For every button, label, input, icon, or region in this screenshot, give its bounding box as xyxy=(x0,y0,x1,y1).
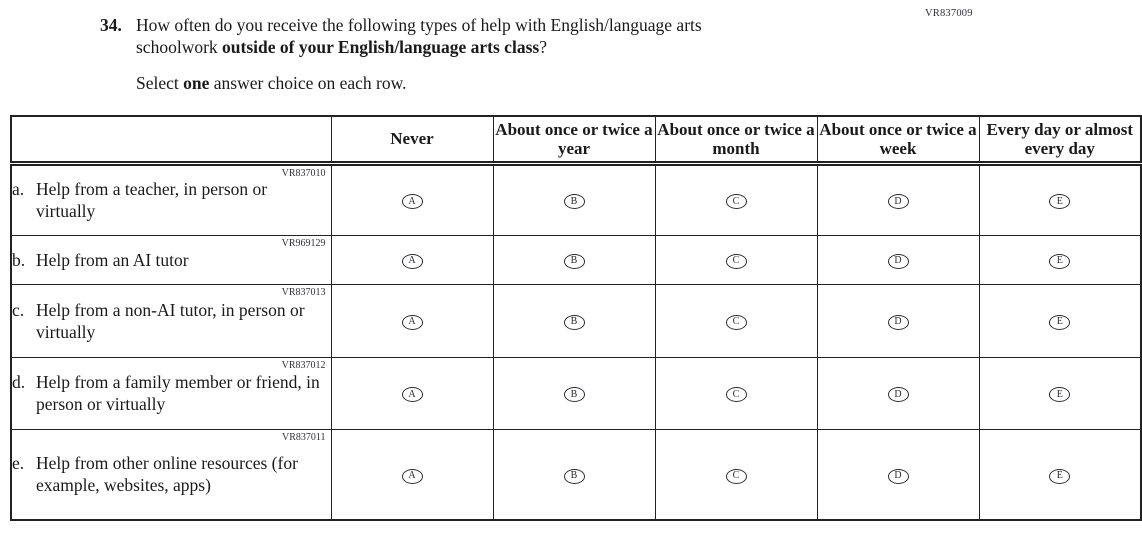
row-a-code: VR837010 xyxy=(281,167,326,179)
row-a-never-cell xyxy=(331,163,493,235)
question-line2-bold: outside of your English/language arts class xyxy=(222,37,540,57)
row-a-week-cell xyxy=(817,163,979,235)
row-c-option-d-bubble[interactable]: D xyxy=(888,315,909,330)
row-e-daily-cell xyxy=(979,429,1141,520)
row-c-option-b-bubble[interactable]: B xyxy=(564,315,585,330)
row-a-option-a-bubble[interactable]: A xyxy=(402,194,423,209)
row-b-daily-cell xyxy=(979,235,1141,284)
row-e-option-a-bubble[interactable]: A xyxy=(402,469,423,484)
row-c-never-cell xyxy=(331,284,493,357)
question-number: 34. xyxy=(100,15,122,35)
table-row-c xyxy=(11,284,1141,357)
question-line2-normal: schoolwork xyxy=(136,37,223,57)
row-d-option-c-bubble[interactable]: C xyxy=(726,387,747,402)
header-once-twice-month: About once or twice a month xyxy=(655,116,817,163)
table-row-d xyxy=(11,357,1141,429)
row-c-label: Help from a non-AI tutor, in person or virtually xyxy=(36,299,305,342)
table-header-row xyxy=(11,116,1141,163)
row-e-never-cell xyxy=(331,429,493,520)
row-d-daily-cell xyxy=(979,357,1141,429)
row-b-option-e-bubble[interactable]: E xyxy=(1049,254,1070,269)
row-a-label-cell: VR837010 a. Help from a teacher, in person or virtually xyxy=(11,163,331,235)
header-once-twice-year: About once or twice a year xyxy=(493,116,655,163)
row-b-option-c-bubble[interactable]: C xyxy=(726,254,747,269)
table-row-a xyxy=(11,163,1141,235)
row-b-option-a-bubble[interactable]: A xyxy=(402,254,423,269)
question-text xyxy=(136,14,900,58)
row-d-option-a-bubble[interactable]: A xyxy=(402,387,423,402)
row-d-year-cell xyxy=(493,357,655,429)
table-row-b xyxy=(11,235,1141,284)
question-block xyxy=(100,14,900,94)
row-e-option-d-bubble[interactable]: D xyxy=(888,469,909,484)
question-line1: How often do you receive the following types of help with English/language arts xyxy=(136,15,702,35)
table-row-e xyxy=(11,429,1141,520)
row-e-option-c-bubble[interactable]: C xyxy=(726,469,747,484)
row-e-code: VR837011 xyxy=(281,431,326,443)
row-e-label: Help from other online resources (for example, websites, apps) xyxy=(36,453,298,496)
row-e-label-cell: VR837011 e. Help from other online resources (for example, websites, apps) xyxy=(11,429,331,520)
row-d-never-cell xyxy=(331,357,493,429)
row-e-year-cell xyxy=(493,429,655,520)
row-d-option-e-bubble[interactable]: E xyxy=(1049,387,1070,402)
row-b-year-cell xyxy=(493,235,655,284)
row-c-option-c-bubble[interactable]: C xyxy=(726,315,747,330)
row-a-option-d-bubble[interactable]: D xyxy=(888,194,909,209)
question-line2-suffix: ? xyxy=(539,37,547,57)
header-once-twice-week: About once or twice a week xyxy=(817,116,979,163)
row-d-week-cell xyxy=(817,357,979,429)
instruction-text: Select one answer choice on each row. xyxy=(136,73,407,93)
row-e-week-cell xyxy=(817,429,979,520)
row-b-option-d-bubble[interactable]: D xyxy=(888,254,909,269)
row-c-daily-cell xyxy=(979,284,1141,357)
header-empty-cell xyxy=(11,116,331,163)
row-d-option-d-bubble[interactable]: D xyxy=(888,387,909,402)
row-a-year-cell xyxy=(493,163,655,235)
row-d-code: VR837012 xyxy=(281,359,326,371)
row-a-label: Help from a teacher, in person or virtually xyxy=(36,179,268,221)
row-b-code: VR969129 xyxy=(281,237,326,249)
row-b-week-cell xyxy=(817,235,979,284)
instruction-indent xyxy=(100,72,136,94)
header-every-day: Every day or almost every day xyxy=(979,116,1141,163)
row-c-code: VR837013 xyxy=(281,286,326,298)
row-d-month-cell xyxy=(655,357,817,429)
row-d-option-b-bubble[interactable]: B xyxy=(564,387,585,402)
row-a-daily-cell xyxy=(979,163,1141,235)
row-e-option-b-bubble[interactable]: B xyxy=(564,469,585,484)
row-b-month-cell xyxy=(655,235,817,284)
row-e-option-e-bubble[interactable]: E xyxy=(1049,469,1070,484)
form-code-question: VR837009 xyxy=(925,8,973,19)
row-b-label-cell: VR969129 b. Help from an AI tutor xyxy=(11,235,331,284)
row-b-label: Help from an AI tutor xyxy=(36,249,189,270)
row-a-option-e-bubble[interactable]: E xyxy=(1049,194,1070,209)
row-a-option-b-bubble[interactable]: B xyxy=(564,194,585,209)
row-d-label-cell: VR837012 d. Help from a family member or friend, in person or virtually xyxy=(11,357,331,429)
row-a-month-cell xyxy=(655,163,817,235)
header-never: Never xyxy=(331,116,493,163)
row-c-week-cell xyxy=(817,284,979,357)
row-c-year-cell xyxy=(493,284,655,357)
row-c-month-cell xyxy=(655,284,817,357)
row-e-month-cell xyxy=(655,429,817,520)
row-d-label: Help from a family member or friend, in person or virtually xyxy=(36,372,320,414)
row-c-label-cell: VR837013 c. Help from a non-AI tutor, in person or virtually xyxy=(11,284,331,357)
row-c-option-e-bubble[interactable]: E xyxy=(1049,315,1070,330)
row-b-never-cell xyxy=(331,235,493,284)
row-a-option-c-bubble[interactable]: C xyxy=(726,194,747,209)
row-b-option-b-bubble[interactable]: B xyxy=(564,254,585,269)
row-c-option-a-bubble[interactable]: A xyxy=(402,315,423,330)
frequency-matrix-table xyxy=(10,115,1142,521)
